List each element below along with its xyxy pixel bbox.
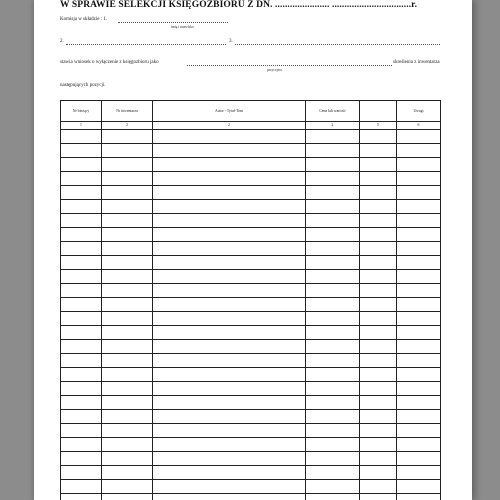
table-row — [61, 298, 441, 312]
table-cell[interactable] — [306, 382, 360, 396]
table-cell[interactable] — [306, 340, 360, 354]
table-cell[interactable] — [306, 158, 360, 172]
table-cell[interactable] — [306, 452, 360, 466]
committee-member-2-field[interactable] — [66, 44, 226, 45]
table-cell[interactable] — [61, 368, 102, 382]
table-cell[interactable] — [61, 354, 102, 368]
table-cell[interactable] — [360, 326, 397, 340]
table-row — [61, 452, 441, 466]
table-cell[interactable] — [102, 186, 153, 200]
table-cell[interactable] — [397, 200, 441, 214]
table-cell[interactable] — [61, 284, 102, 298]
table-cell[interactable] — [61, 494, 102, 500]
table-cell[interactable] — [397, 382, 441, 396]
table-cell[interactable] — [306, 466, 360, 480]
table-cell[interactable] — [102, 396, 153, 410]
table-cell[interactable] — [61, 256, 102, 270]
table-cell[interactable] — [397, 270, 441, 284]
col-number: 1 — [61, 122, 102, 130]
table-cell[interactable] — [102, 452, 153, 466]
table-row — [61, 270, 441, 284]
table-cell[interactable] — [102, 410, 153, 424]
table-cell[interactable] — [153, 172, 306, 186]
table-cell[interactable] — [153, 494, 306, 500]
table-cell[interactable] — [306, 172, 360, 186]
table-cell[interactable] — [397, 298, 441, 312]
table-cell[interactable] — [306, 144, 360, 158]
committee-member-1-field[interactable] — [118, 22, 228, 23]
col-header-remarks: Uwagi — [397, 101, 441, 122]
table-cell[interactable] — [360, 242, 397, 256]
table-cell[interactable] — [153, 158, 306, 172]
table-cell[interactable] — [61, 410, 102, 424]
table-cell[interactable] — [61, 326, 102, 340]
table-cell[interactable] — [61, 270, 102, 284]
table-cell[interactable] — [102, 172, 153, 186]
table-cell[interactable] — [102, 494, 153, 500]
table-row — [61, 130, 441, 144]
col-header-author-title: Autor - Tytuł-Tom — [153, 101, 306, 122]
table-cell[interactable] — [397, 368, 441, 382]
table-cell[interactable] — [360, 396, 397, 410]
table-row — [61, 424, 441, 438]
committee-member-3-field[interactable] — [235, 44, 440, 45]
table-cell[interactable] — [102, 354, 153, 368]
table-cell[interactable] — [306, 354, 360, 368]
table-cell[interactable] — [61, 228, 102, 242]
table-cell[interactable] — [61, 438, 102, 452]
table-cell[interactable] — [306, 326, 360, 340]
reason-hint: przyczyna — [267, 68, 282, 72]
table-cell[interactable] — [102, 130, 153, 144]
form-title: W SPRAWIE SELEKCJI KSIĘGOZBIORU Z DN. ...................... ................................r. — [60, 0, 418, 10]
table-cell[interactable] — [360, 480, 397, 494]
table-row — [61, 172, 441, 186]
table-cell[interactable] — [61, 452, 102, 466]
table-cell[interactable] — [306, 396, 360, 410]
motion-text-end: skreślenia z inwentarza — [393, 60, 440, 65]
table-cell[interactable] — [153, 326, 306, 340]
table-cell[interactable] — [102, 438, 153, 452]
table-cell[interactable] — [306, 480, 360, 494]
table-row — [61, 242, 441, 256]
table-cell[interactable] — [397, 466, 441, 480]
table-cell[interactable] — [397, 130, 441, 144]
col-header-blank — [360, 101, 397, 122]
table-cell[interactable] — [306, 214, 360, 228]
table-row — [61, 284, 441, 298]
table-cell[interactable] — [397, 284, 441, 298]
motion-text-start: stawia wniosek o wyłączenie z księgozbioru jako — [60, 60, 159, 65]
table-cell[interactable] — [360, 452, 397, 466]
table-cell[interactable] — [61, 396, 102, 410]
table-cell[interactable] — [153, 368, 306, 382]
table-cell[interactable] — [61, 466, 102, 480]
table-cell[interactable] — [102, 270, 153, 284]
table-cell[interactable] — [306, 494, 360, 500]
table-cell[interactable] — [306, 256, 360, 270]
reason-field[interactable] — [187, 65, 392, 66]
table-cell[interactable] — [102, 228, 153, 242]
table-cell[interactable] — [397, 144, 441, 158]
table-cell[interactable] — [61, 200, 102, 214]
form-sheet — [34, 0, 472, 500]
table-cell[interactable] — [360, 158, 397, 172]
table-cell[interactable] — [61, 130, 102, 144]
table-cell[interactable] — [153, 186, 306, 200]
table-cell[interactable] — [360, 438, 397, 452]
table-cell[interactable] — [102, 144, 153, 158]
table-cell[interactable] — [153, 200, 306, 214]
committee-label: Komisja w składzie : 1. — [60, 17, 108, 22]
table-cell[interactable] — [360, 228, 397, 242]
table-row — [61, 228, 441, 242]
table-row — [61, 256, 441, 270]
table-cell[interactable] — [61, 382, 102, 396]
table-cell[interactable] — [61, 242, 102, 256]
table-cell[interactable] — [61, 424, 102, 438]
table-cell[interactable] — [306, 298, 360, 312]
table-cell[interactable] — [397, 312, 441, 326]
table-cell[interactable] — [360, 214, 397, 228]
col-number: 2 — [102, 122, 153, 130]
table-cell[interactable] — [61, 186, 102, 200]
col-header-inventory-number: Nr inwentarza — [102, 101, 153, 122]
col-header-running-number: Nr bieżący — [61, 101, 102, 122]
table-row — [61, 396, 441, 410]
table-cell[interactable] — [397, 228, 441, 242]
table-cell[interactable] — [397, 214, 441, 228]
table-cell[interactable] — [360, 312, 397, 326]
table-cell[interactable] — [153, 144, 306, 158]
col-number: 2 — [306, 122, 360, 130]
table-cell[interactable] — [397, 340, 441, 354]
table-cell[interactable] — [360, 382, 397, 396]
table-cell[interactable] — [153, 228, 306, 242]
table-body — [61, 130, 441, 500]
table-cell[interactable] — [360, 410, 397, 424]
table-cell[interactable] — [360, 172, 397, 186]
table-cell[interactable] — [397, 410, 441, 424]
table-cell[interactable] — [360, 298, 397, 312]
table-cell[interactable] — [61, 158, 102, 172]
table-cell[interactable] — [153, 438, 306, 452]
table-cell[interactable] — [397, 158, 441, 172]
table-cell[interactable] — [397, 172, 441, 186]
table-cell[interactable] — [306, 228, 360, 242]
table-cell[interactable] — [153, 480, 306, 494]
table-cell[interactable] — [102, 158, 153, 172]
table-cell[interactable] — [153, 340, 306, 354]
committee-member-2-label: 2. — [60, 39, 64, 44]
table-cell[interactable] — [397, 354, 441, 368]
table-cell[interactable] — [153, 242, 306, 256]
table-cell[interactable] — [153, 410, 306, 424]
table-cell[interactable] — [306, 270, 360, 284]
table-cell[interactable] — [61, 214, 102, 228]
table-row — [61, 158, 441, 172]
table-row — [61, 480, 441, 494]
table-cell[interactable] — [306, 130, 360, 144]
table-row — [61, 354, 441, 368]
table-cell[interactable] — [306, 424, 360, 438]
table-cell[interactable] — [360, 200, 397, 214]
table-cell[interactable] — [102, 284, 153, 298]
table-cell[interactable] — [102, 340, 153, 354]
table-cell[interactable] — [102, 200, 153, 214]
table-row — [61, 186, 441, 200]
table-cell[interactable] — [102, 382, 153, 396]
table-cell[interactable] — [306, 284, 360, 298]
table-cell[interactable] — [360, 186, 397, 200]
committee-name-hint: imię i nazwisko — [171, 25, 194, 29]
selection-table — [60, 100, 441, 500]
table-cell[interactable] — [153, 424, 306, 438]
table-row — [61, 466, 441, 480]
table-cell[interactable] — [360, 284, 397, 298]
table-cell[interactable] — [306, 410, 360, 424]
table-row — [61, 144, 441, 158]
table-cell[interactable] — [102, 312, 153, 326]
table-cell[interactable] — [61, 144, 102, 158]
table-cell[interactable] — [153, 354, 306, 368]
table-row — [61, 494, 441, 500]
table-cell[interactable] — [397, 438, 441, 452]
table-cell[interactable] — [397, 494, 441, 500]
table-cell[interactable] — [102, 424, 153, 438]
table-cell[interactable] — [306, 242, 360, 256]
table-cell[interactable] — [102, 326, 153, 340]
table-cell[interactable] — [306, 200, 360, 214]
table-cell[interactable] — [61, 172, 102, 186]
table-row — [61, 214, 441, 228]
table-cell[interactable] — [102, 466, 153, 480]
table-row — [61, 200, 441, 214]
table-cell[interactable] — [306, 312, 360, 326]
table-cell[interactable] — [360, 144, 397, 158]
table-cell[interactable] — [360, 424, 397, 438]
table-cell[interactable] — [306, 438, 360, 452]
col-number: 6 — [397, 122, 441, 130]
table-row — [61, 340, 441, 354]
table-cell[interactable] — [153, 130, 306, 144]
col-header-price: Cena lub wartość — [306, 101, 360, 122]
committee-member-3-label: 3. — [229, 39, 233, 44]
table-cell[interactable] — [153, 312, 306, 326]
table-cell[interactable] — [102, 368, 153, 382]
table-cell[interactable] — [153, 396, 306, 410]
table-cell[interactable] — [306, 186, 360, 200]
table-cell[interactable] — [61, 340, 102, 354]
col-number: 2 — [153, 122, 306, 130]
table-row — [61, 312, 441, 326]
table-row — [61, 382, 441, 396]
col-number: 5 — [360, 122, 397, 130]
table-cell[interactable] — [360, 340, 397, 354]
table-cell[interactable] — [360, 256, 397, 270]
table-row — [61, 368, 441, 382]
table-cell[interactable] — [61, 298, 102, 312]
table-cell[interactable] — [102, 256, 153, 270]
table-cell[interactable] — [360, 130, 397, 144]
table-cell[interactable] — [397, 424, 441, 438]
table-cell[interactable] — [61, 312, 102, 326]
table-row — [61, 410, 441, 424]
table-cell[interactable] — [360, 354, 397, 368]
table-cell[interactable] — [153, 256, 306, 270]
table-cell[interactable] — [397, 480, 441, 494]
table-cell[interactable] — [360, 466, 397, 480]
table-cell[interactable] — [360, 270, 397, 284]
table-cell[interactable] — [102, 214, 153, 228]
table-cell[interactable] — [153, 284, 306, 298]
following-items-text: następujących pozycji. — [60, 83, 106, 88]
table-cell[interactable] — [153, 466, 306, 480]
table-cell[interactable] — [360, 368, 397, 382]
table-cell[interactable] — [306, 368, 360, 382]
table-cell[interactable] — [397, 186, 441, 200]
table-cell[interactable] — [153, 452, 306, 466]
table-row — [61, 326, 441, 340]
table-cell[interactable] — [102, 242, 153, 256]
table-cell[interactable] — [397, 452, 441, 466]
table-cell[interactable] — [153, 214, 306, 228]
table-cell[interactable] — [397, 242, 441, 256]
table-cell[interactable] — [153, 298, 306, 312]
table-cell[interactable] — [397, 396, 441, 410]
table-cell[interactable] — [397, 256, 441, 270]
table-cell[interactable] — [153, 270, 306, 284]
table-cell[interactable] — [397, 326, 441, 340]
table-cell[interactable] — [102, 480, 153, 494]
table-cell[interactable] — [61, 480, 102, 494]
table-cell[interactable] — [153, 382, 306, 396]
table-cell[interactable] — [102, 298, 153, 312]
table-cell[interactable] — [360, 494, 397, 500]
table-row — [61, 438, 441, 452]
